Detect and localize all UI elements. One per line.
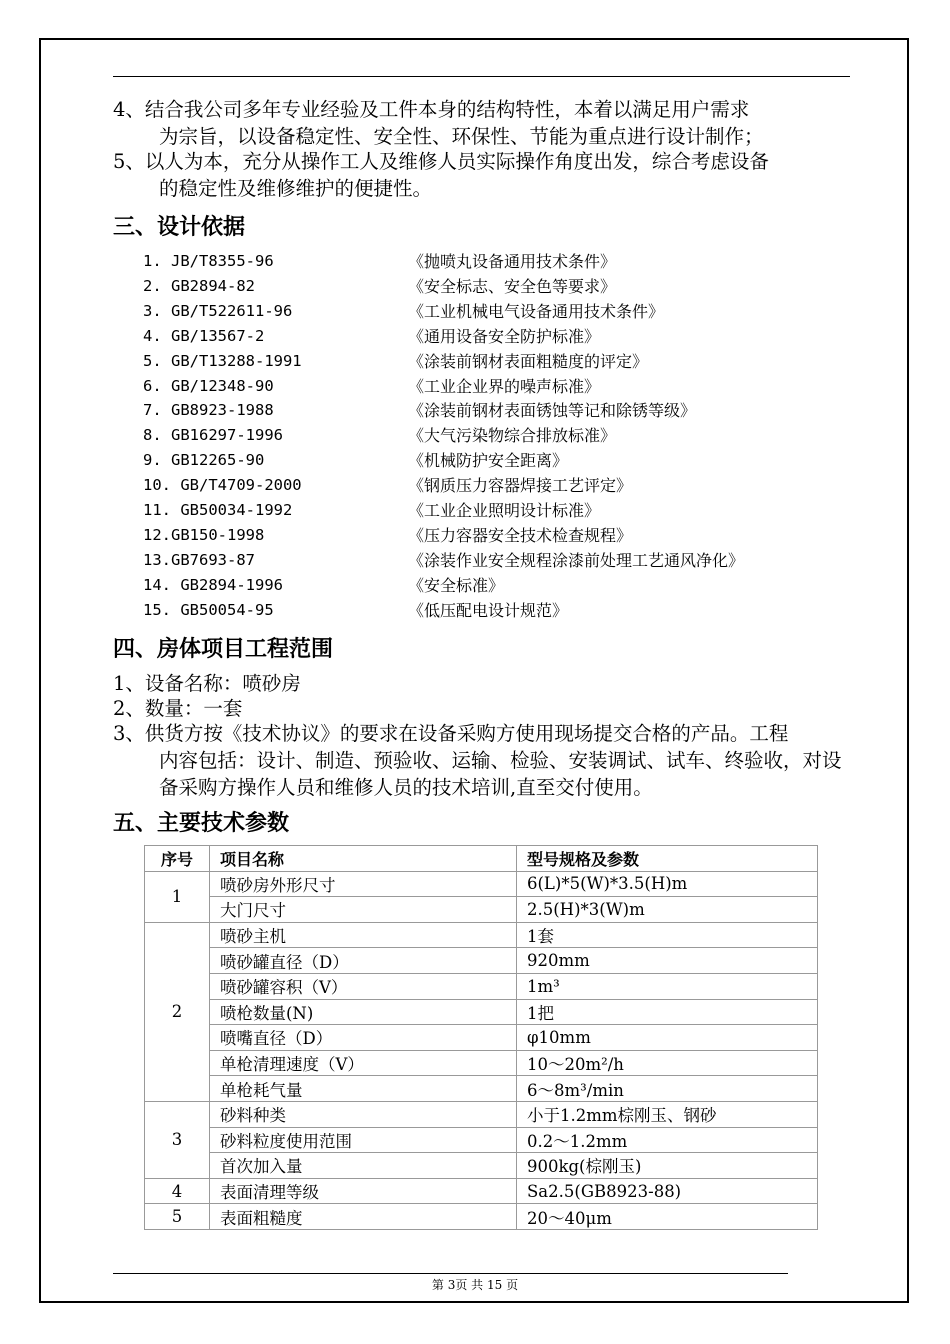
table-header-row [145,846,818,872]
table-row [145,1025,818,1051]
table-row [145,973,818,999]
item-name: 单枪耗气量 [210,1076,517,1102]
standard-name: 《涂装前钢材表面锈蚀等记和除锈等级》 [408,401,697,421]
standard-code: 14. GB2894-1996 [143,575,283,594]
header-rule [113,76,850,77]
standard-name: 《钢质压力容器焊接工艺评定》 [408,476,633,496]
standard-name: 《安全标志、安全色等要求》 [408,276,617,296]
item-name: 单枪清理速度（V） [210,1050,517,1076]
item-name: 砂料种类 [210,1101,517,1127]
item-spec: 20～40μm [517,1204,818,1230]
table-row [145,922,818,948]
standard-row [143,324,843,349]
standard-name: 《通用设备安全防护标准》 [408,326,601,346]
standard-code: 15. GB50054-95 [143,600,274,619]
item-name: 表面清理等级 [210,1178,517,1204]
standard-name: 《低压配电设计规范》 [408,600,569,620]
row-number: 5 [145,1204,210,1230]
standard-code: 6. GB/12348-90 [143,376,274,395]
header-no: 序号 [145,846,210,872]
standard-row [143,598,843,623]
standard-row [143,448,843,473]
standard-code: 9. GB12265-90 [143,451,265,470]
standard-name: 《抛喷丸设备通用技术条件》 [408,252,617,271]
table-row [145,1204,818,1230]
list-item-continuation: 内容包括：设计、制造、预验收、运输、检验、安装调试、试车、终验收，对设 [159,749,842,772]
item-spec: 6～8m³/min [517,1076,818,1102]
list-item [113,148,853,202]
item-name: 首次加入量 [210,1153,517,1179]
header-item: 项目名称 [210,846,517,872]
standard-row [143,573,843,598]
standard-code: 2. GB2894-82 [143,276,255,295]
standard-code: 4. GB/13567-2 [143,326,265,345]
table-row [145,948,818,974]
list-item-continuation: 备采购方操作人员和维修人员的技术培训,直至交付使用。 [159,776,653,799]
parameters-table [144,845,818,1230]
list-item-text: 5、以人为本，充分从操作工人及维修人员实际操作角度出发，综合考虑设备 [113,150,769,173]
item-spec: Sa2.5(GB8923-88) [517,1178,818,1204]
standard-name: 《安全标准》 [408,575,505,595]
list-item-text: 2、数量：一套 [113,697,243,720]
item-spec: 小于1.2mm棕刚玉、钢砂 [517,1101,818,1127]
table-row [145,1050,818,1076]
table-row [145,1101,818,1127]
standard-code: 11. GB50034-1992 [143,501,293,519]
list-item-continuation: 的稳定性及维修维护的便捷性。 [159,177,433,200]
standard-row [143,473,843,498]
standard-row [143,498,843,523]
list-item [113,720,853,801]
table-row [145,999,818,1025]
list-item [113,96,853,150]
row-number: 4 [145,1178,210,1204]
standard-code: 1. JB/T8355-96 [143,252,274,270]
list-item-text: 3、供货方按《技术协议》的要求在设备采购方使用现场提交合格的产品。工程 [113,722,789,745]
standard-code: 12.GB150-1998 [143,525,265,544]
item-name: 喷砂罐直径（D） [210,948,517,974]
item-spec: 2.5(H)*3(W)m [517,897,818,923]
list-item [113,670,853,697]
standard-row [143,299,843,324]
standard-name: 《压力容器安全技术检查规程》 [408,525,633,545]
section5-title: 五、主要技术参数 [113,811,290,836]
item-spec: 920mm [517,948,818,974]
standard-code: 10. GB/T4709-2000 [143,476,302,495]
standard-code: 13.GB7693-87 [143,550,255,569]
row-number: 2 [145,922,210,1101]
item-spec: 1m³ [517,973,818,999]
table-row [145,1076,818,1102]
standard-code: 3. GB/T522611-96 [143,301,293,320]
item-name: 喷枪数量(N) [210,999,517,1025]
footer-rule [113,1273,788,1274]
table-row [145,1127,818,1153]
item-spec: 1套 [517,922,818,948]
list-item-text: 4、结合我公司多年专业经验及工件本身的结构特性，本着以满足用户需求 [113,98,750,121]
item-spec: 0.2～1.2mm [517,1127,818,1153]
table-row [145,1153,818,1179]
row-number: 1 [145,871,210,922]
item-spec: 6(L)*5(W)*3.5(H)m [517,871,818,897]
standard-row [143,274,843,299]
item-name: 大门尺寸 [210,897,517,923]
item-spec: 900kg(棕刚玉) [517,1153,818,1179]
item-name: 表面粗糙度 [210,1204,517,1230]
item-name: 砂料粒度使用范围 [210,1127,517,1153]
standard-row [143,398,843,423]
standard-name: 《工业企业照明设计标准》 [408,501,601,520]
list-item-text: 1、设备名称：喷砂房 [113,672,301,695]
section3-title: 三、设计依据 [113,215,246,240]
standard-code: 7. GB8923-1988 [143,401,274,420]
item-spec: φ10mm [517,1025,818,1051]
standard-row [143,249,843,274]
standard-row [143,374,843,399]
section4-title: 四、房体项目工程范围 [113,637,334,662]
standard-row [143,523,843,548]
item-name: 喷砂罐容积（V） [210,973,517,999]
row-number: 3 [145,1101,210,1178]
table-row [145,871,818,897]
standard-row [143,349,843,374]
standard-name: 《工业企业界的噪声标准》 [408,376,601,396]
standard-name: 《涂装作业安全规程涂漆前处理工艺通风净化》 [408,550,745,570]
standard-code: 5. GB/T13288-1991 [143,351,302,370]
table-row [145,1178,818,1204]
standard-name: 《涂装前钢材表面粗糙度的评定》 [408,351,649,371]
standard-code: 8. GB16297-1996 [143,426,283,445]
standard-name: 《工业机械电气设备通用技术条件》 [408,301,665,321]
standard-row [143,423,843,448]
standard-row [143,548,843,573]
header-spec: 型号规格及参数 [517,846,818,872]
page-footer: 第 3页 共 15 页 [431,1278,519,1292]
item-name: 喷嘴直径（D） [210,1025,517,1051]
list-item-continuation: 为宗旨，以设备稳定性、安全性、环保性、节能为重点进行设计制作； [159,125,764,148]
table-row [145,897,818,923]
item-name: 喷砂主机 [210,922,517,948]
standard-name: 《大气污染物综合排放标准》 [408,426,617,446]
item-spec: 10～20m²/h [517,1050,818,1076]
list-item [113,695,853,722]
item-spec: 1把 [517,999,818,1025]
standard-name: 《机械防护安全距离》 [408,451,569,471]
item-name: 喷砂房外形尺寸 [210,871,517,897]
